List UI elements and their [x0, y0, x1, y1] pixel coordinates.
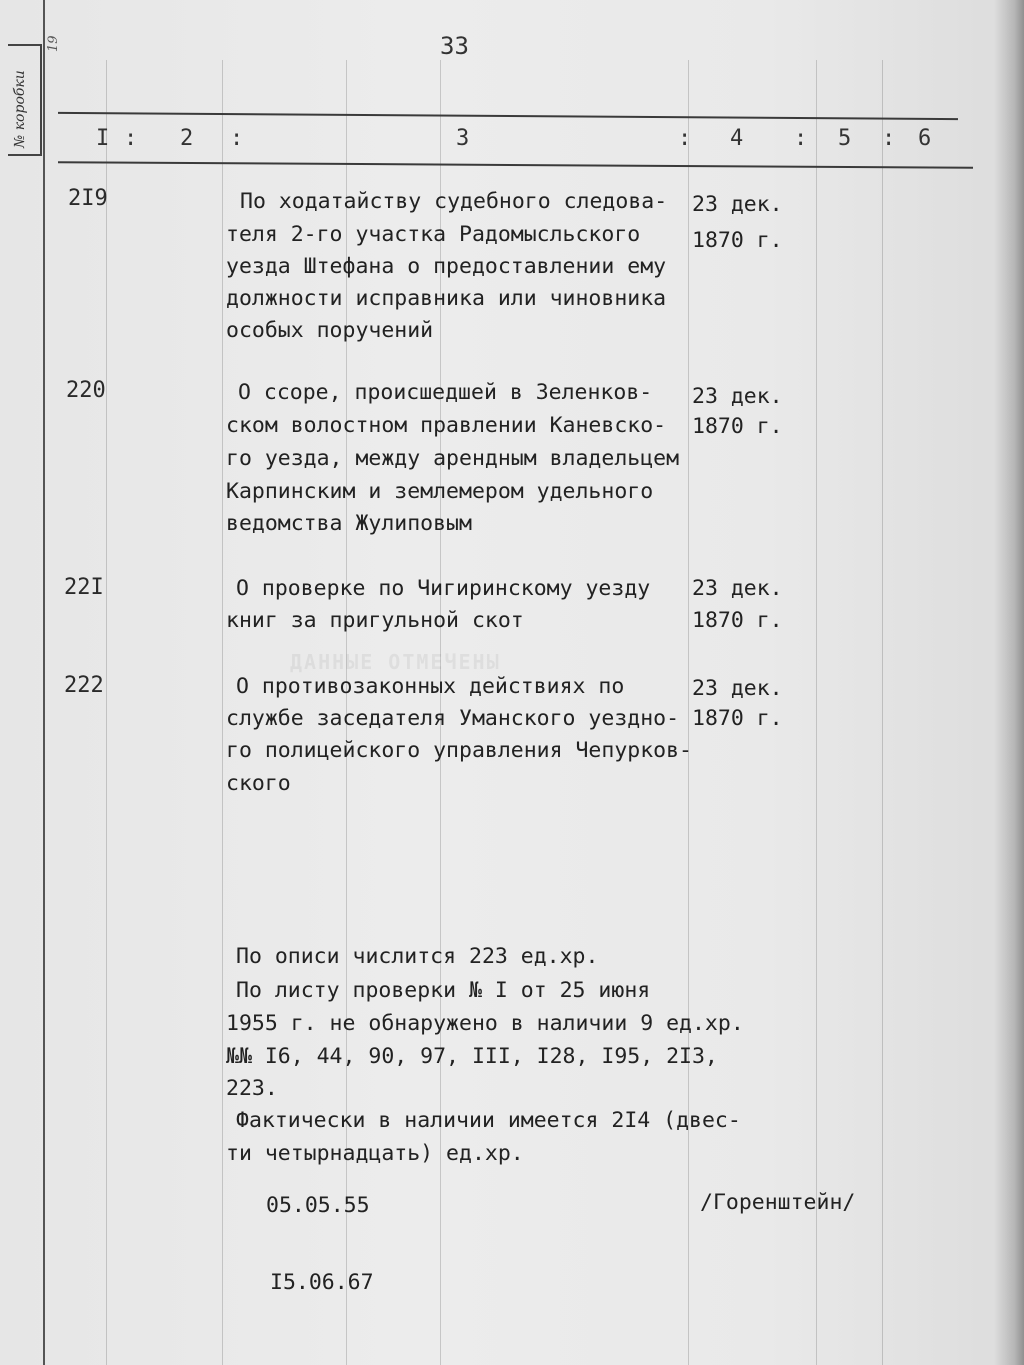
header-separator: : — [794, 126, 808, 151]
entry-text-line: службе заседателя Уманского уездно- — [226, 706, 680, 731]
box-number-label: № коробки — [12, 70, 28, 148]
entry-text-line: книг за пригульной скот — [226, 608, 524, 633]
entry-text-line: По ходатайству судебного следова- — [240, 189, 668, 214]
entry-text-line: Карпинским и землемером удельного — [226, 479, 654, 504]
recheck-date: I5.06.67 — [270, 1270, 374, 1295]
entry-text-line: го уезда, между арендным владельцем — [226, 446, 680, 471]
page-edge-shadow — [994, 0, 1024, 1365]
entry-text-line: должности исправника или чиновника — [226, 286, 667, 311]
entry-text-line: теля 2-го участка Радомысльского — [226, 222, 641, 247]
entry-text-line: О противозаконных действиях по — [236, 674, 625, 699]
entry-text-line: ском волостном правлении Каневско- — [226, 413, 667, 438]
entry-text-line: О ссоре, происшедшей в Зеленков- — [238, 380, 653, 405]
summary-line: 223. — [226, 1076, 278, 1101]
summary-line: ти четырнадцать) ед.хр. — [226, 1141, 524, 1166]
header-col-3: 3 — [456, 126, 470, 151]
summary-line: №№ I6, 44, 90, 97, III, I28, I95, 2I3, — [226, 1044, 718, 1069]
header-rule-bottom — [58, 161, 973, 169]
entry-number: 222 — [64, 673, 104, 698]
entry-date-day: 23 дек. — [692, 384, 783, 409]
page-number: 33 — [440, 32, 469, 60]
header-col-5: 5 — [838, 126, 852, 151]
column-guide — [882, 60, 883, 1365]
header-separator: : — [124, 126, 138, 151]
header-separator: : — [230, 126, 244, 151]
column-guide — [816, 60, 817, 1365]
entry-date-day: 23 дек. — [692, 676, 783, 701]
entry-number: 2I9 — [68, 186, 108, 211]
verification-date: 05.05.55 — [266, 1193, 370, 1218]
header-rule-top — [58, 112, 958, 120]
header-col-2: 2 — [180, 126, 194, 151]
entry-text-line: ского — [226, 771, 291, 796]
entry-number: 220 — [66, 378, 106, 403]
bleed-through-text: ДАННЫЕ ОТМЕЧЕНЫ — [290, 650, 501, 674]
left-margin-rule — [43, 0, 45, 1365]
corner-mark: 19 — [46, 35, 61, 52]
entry-text-line: уезда Штефана о предоставлении ему — [226, 254, 667, 279]
entry-number: 22I — [64, 575, 104, 600]
header-separator: : — [678, 126, 692, 151]
summary-line: Фактически в наличии имеется 2I4 (двес- — [236, 1108, 741, 1133]
entry-date-year: 1870 г. — [692, 414, 783, 439]
entry-date-year: 1870 г. — [692, 706, 783, 731]
summary-line: По описи числится 223 ед.хр. — [236, 944, 599, 969]
entry-text-line: ведомства Жулиповым — [226, 511, 472, 536]
column-guide — [688, 60, 689, 1365]
column-guide — [106, 60, 107, 1365]
signature-name: /Горенштейн/ — [700, 1190, 856, 1215]
summary-line: 1955 г. не обнаружено в наличии 9 ед.хр. — [226, 1011, 744, 1036]
entry-text-line: особых поручений — [226, 318, 434, 343]
header-col-6: 6 — [918, 126, 932, 151]
summary-line: По листу проверки № I от 25 июня — [236, 978, 651, 1003]
entry-date-year: 1870 г. — [692, 608, 783, 633]
entry-text-line: О проверке по Чигиринскому уезду — [236, 576, 651, 601]
entry-date-year: 1870 г. — [692, 228, 783, 253]
entry-date-day: 23 дек. — [692, 192, 783, 217]
header-col-1: I — [96, 126, 110, 151]
header-col-4: 4 — [730, 126, 744, 151]
header-separator: : — [882, 126, 896, 151]
entry-text-line: го полицейского управления Чепурков- — [226, 738, 692, 763]
column-guide — [222, 60, 223, 1365]
entry-date-day: 23 дек. — [692, 576, 783, 601]
